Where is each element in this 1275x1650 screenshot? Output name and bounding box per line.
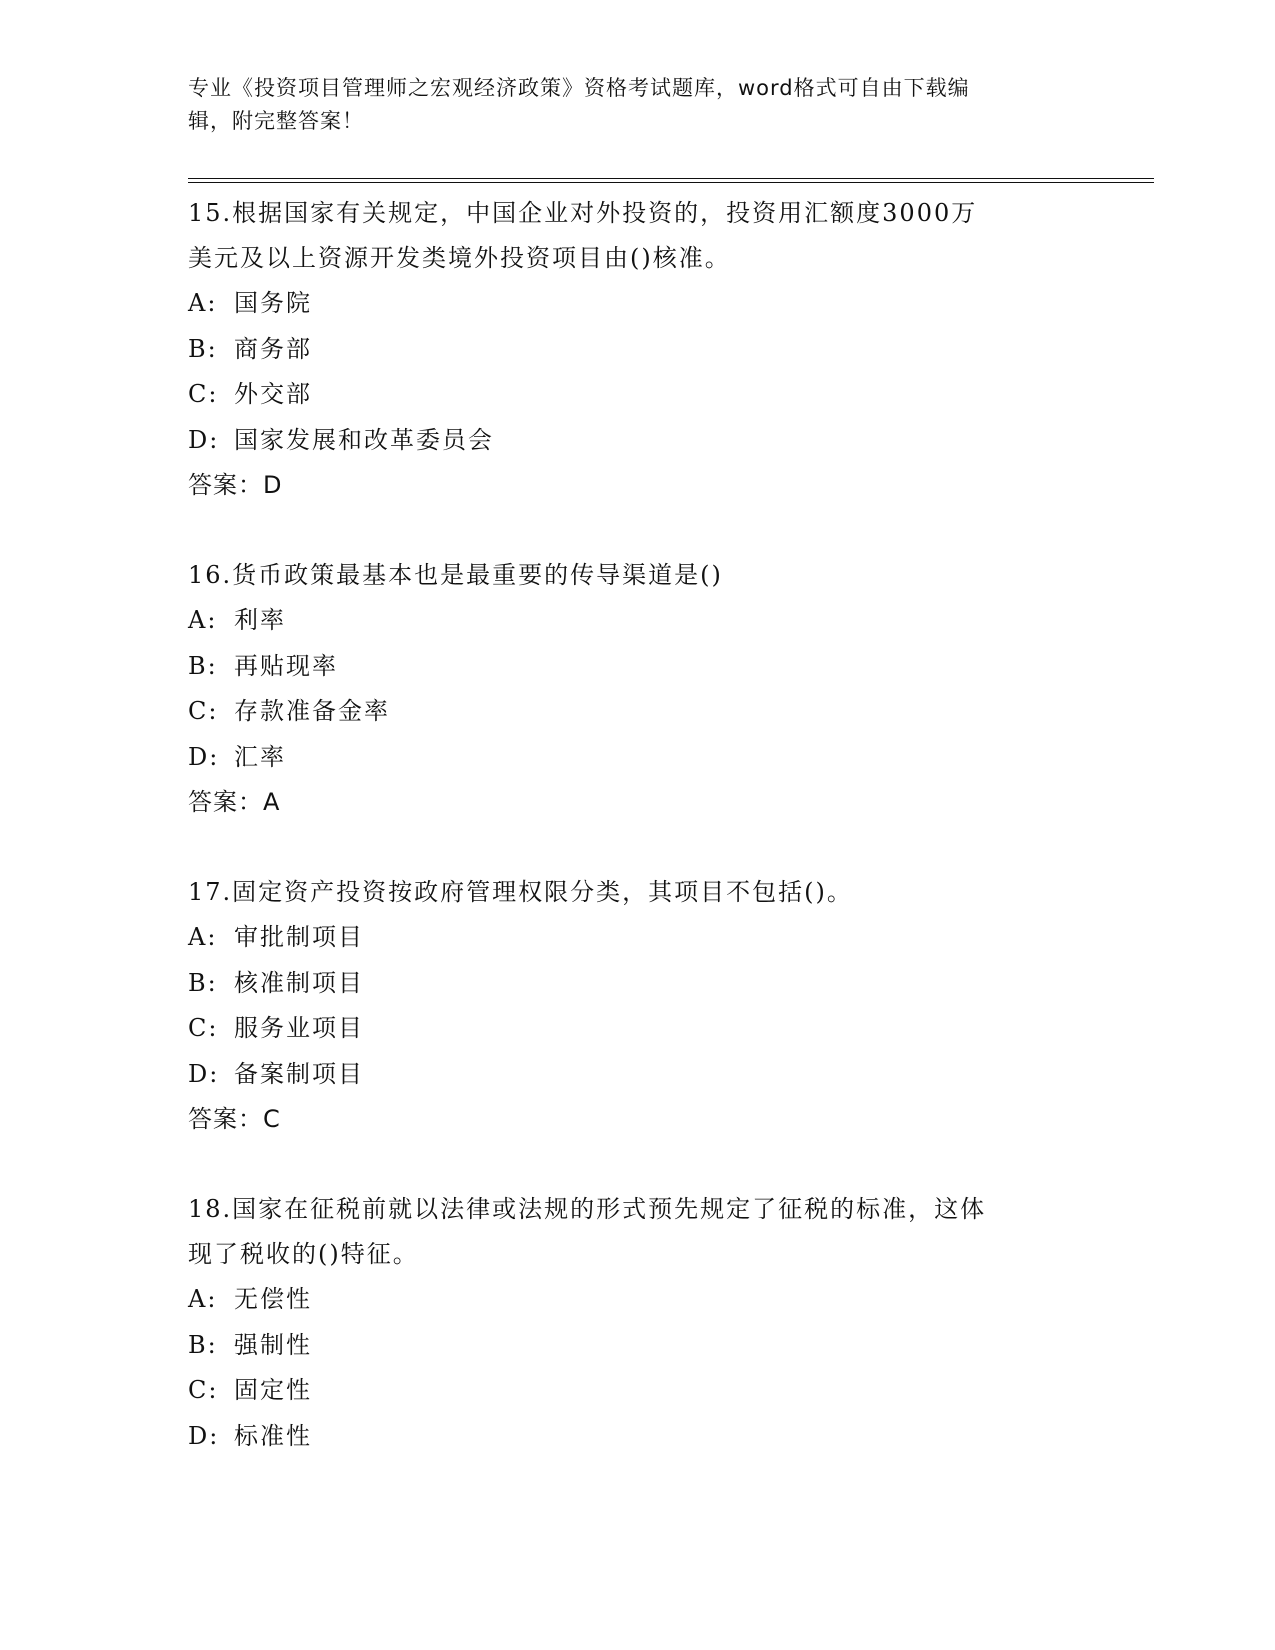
document-header [188, 72, 1088, 138]
option-a [188, 281, 1148, 327]
option-text: 服务业项目 [234, 1014, 364, 1042]
option-letter: A: [188, 1285, 218, 1313]
header-divider-bottom [188, 182, 1154, 183]
question-item [188, 870, 1148, 1142]
option-a [188, 915, 1148, 961]
option-letter: A: [188, 606, 218, 634]
option-text: 国家发展和改革委员会 [234, 425, 494, 454]
option-letter: A: [188, 923, 218, 951]
question-text-line: 现了税收的()特征。 [188, 1240, 419, 1268]
header-divider-top [188, 178, 1154, 179]
option-letter: D: [188, 1421, 220, 1450]
header-line-1: 专业《投资项目管理师之宏观经济政策》资格考试题库，word格式可自由下载编 [188, 76, 970, 100]
option-text: 备案制项目 [234, 1059, 364, 1088]
option-c [188, 1368, 1148, 1414]
question-text-line: 16.货币政策最基本也是最重要的传导渠道是() [188, 561, 723, 589]
option-letter: D: [188, 1059, 220, 1088]
option-text: 国务院 [234, 289, 312, 317]
option-b [188, 961, 1148, 1007]
answer-line [188, 1097, 1148, 1142]
answer-label: 答案： [188, 471, 263, 499]
option-b [188, 1323, 1148, 1369]
option-letter: B: [188, 651, 218, 680]
option-c [188, 372, 1148, 418]
option-letter: C: [188, 1014, 219, 1042]
option-text: 汇率 [234, 742, 286, 771]
option-text: 外交部 [234, 380, 312, 408]
option-d [188, 418, 1148, 464]
option-text: 审批制项目 [234, 923, 364, 951]
answer-value: A [263, 788, 281, 816]
option-text: 核准制项目 [234, 968, 364, 997]
option-d [188, 735, 1148, 781]
question-item [188, 1187, 1148, 1459]
option-a [188, 1277, 1148, 1323]
answer-label: 答案： [188, 788, 263, 816]
option-letter: D: [188, 425, 220, 454]
option-text: 标准性 [234, 1421, 312, 1450]
option-letter: B: [188, 1330, 218, 1359]
option-text: 再贴现率 [234, 651, 338, 680]
question-text-line: 17.固定资产投资按政府管理权限分类，其项目不包括()。 [188, 878, 853, 906]
option-text: 商务部 [234, 334, 312, 363]
question-text-line: 18.国家在征税前就以法律或法规的形式预先规定了征税的标准，这体 [188, 1195, 987, 1223]
option-b [188, 327, 1148, 373]
answer-label: 答案： [188, 1105, 263, 1133]
option-text: 固定性 [234, 1376, 312, 1404]
option-letter: A: [188, 289, 218, 317]
option-text: 强制性 [234, 1330, 312, 1359]
answer-value: C [263, 1105, 281, 1133]
header-line-2: 辑，附完整答案！ [188, 109, 364, 133]
option-d [188, 1414, 1148, 1460]
option-letter: C: [188, 697, 219, 725]
option-b [188, 644, 1148, 690]
question-text-line: 美元及以上资源开发类境外投资项目由()核准。 [188, 244, 731, 272]
option-letter: C: [188, 1376, 219, 1404]
question-item [188, 191, 1148, 508]
answer-line [188, 780, 1148, 825]
question-text-line: 15.根据国家有关规定，中国企业对外投资的，投资用汇额度3000万 [188, 199, 978, 227]
option-letter: D: [188, 742, 220, 771]
question-list [188, 191, 1148, 1504]
option-letter: C: [188, 380, 219, 408]
option-c [188, 1006, 1148, 1052]
option-text: 无偿性 [234, 1285, 312, 1313]
option-d [188, 1052, 1148, 1098]
answer-value: D [263, 471, 283, 499]
option-text: 利率 [234, 606, 286, 634]
question-item [188, 553, 1148, 825]
option-c [188, 689, 1148, 735]
option-a [188, 598, 1148, 644]
option-text: 存款准备金率 [234, 697, 390, 725]
answer-line [188, 463, 1148, 508]
option-letter: B: [188, 334, 218, 363]
option-letter: B: [188, 968, 218, 997]
